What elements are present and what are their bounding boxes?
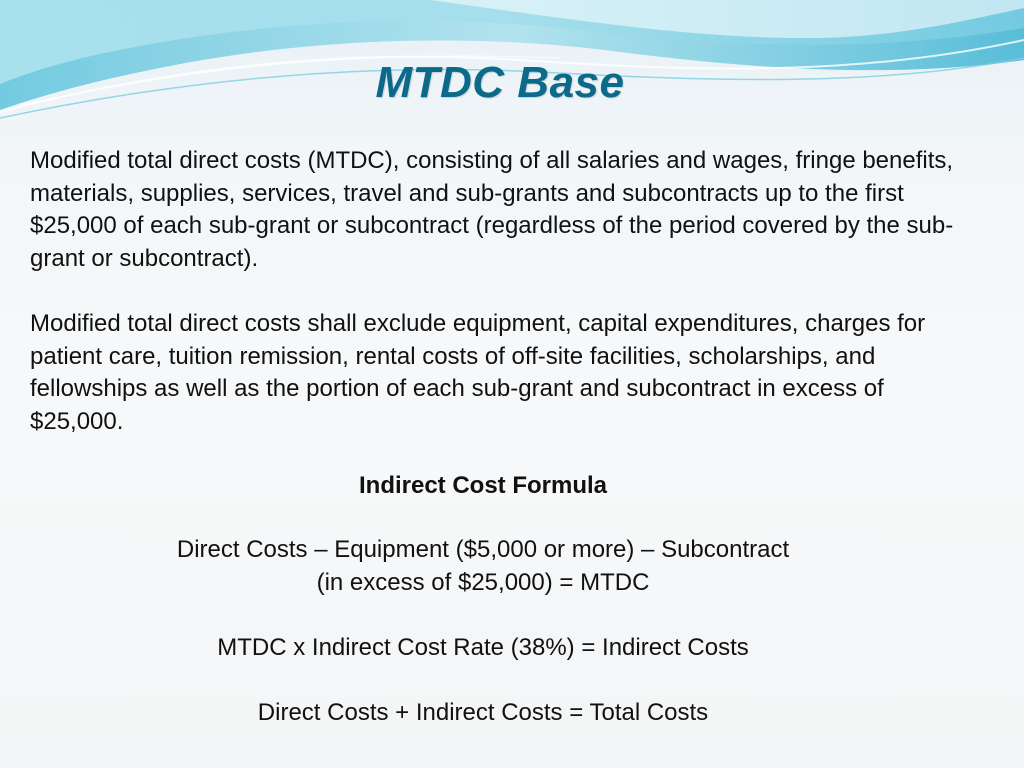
mtdc-formula bbox=[0, 534, 966, 599]
indirect-cost-formula: MTDC x Indirect Cost Rate (38%) = Indirect Costs bbox=[217, 634, 749, 661]
total-cost-formula: Direct Costs + Indirect Costs = Total Costs bbox=[257, 699, 709, 726]
formula-heading: Indirect Cost Formula bbox=[358, 472, 608, 499]
mtdc-definition-paragraph: Modified total direct costs (MTDC), consisting of all salaries and wages, fringe benefits, materials, supplies, services, travel and sub-grants and subcontracts up to the first $25,000 of each sub-grant or subcontract (regardless of the period covered by the sub-grant or subcontract). bbox=[30, 147, 954, 272]
mtdc-formula-line-1: Direct Costs – Equipment ($5,000 or more) – Subcontract bbox=[176, 536, 790, 563]
mtdc-formula-line-2: (in excess of $25,000) = MTDC bbox=[316, 568, 650, 596]
mtdc-exclusions-paragraph: Modified total direct costs shall exclude equipment, capital expenditures, charges for patient care, tuition remission, rental costs of off-site facilities, scholarships, and fellowships as well as the portion of each sub-grant and subcontract in excess of $25,000. bbox=[30, 310, 926, 435]
slide-title: MTDC Base bbox=[375, 58, 625, 107]
